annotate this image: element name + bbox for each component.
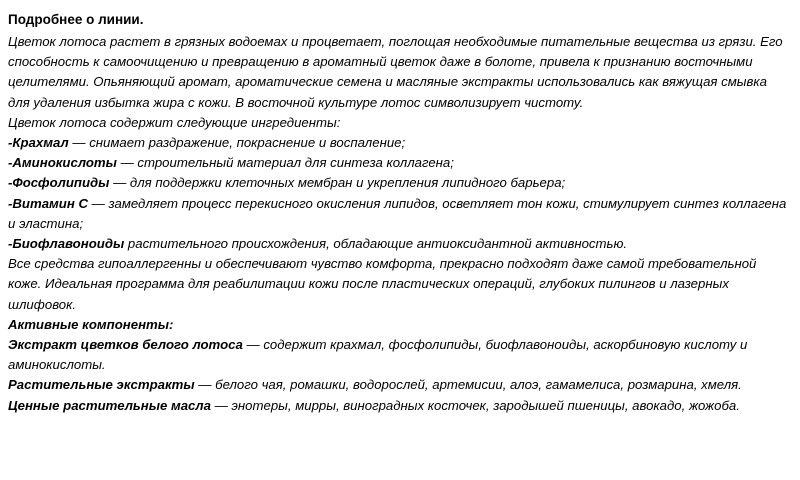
- ingredient-desc: — строительный материал для синтеза коллагена;: [116, 155, 454, 171]
- component-name: Экстракт цветков белого лотоса: [8, 337, 243, 353]
- active-components-heading: Активные компоненты:: [8, 316, 174, 332]
- component-desc: — энотеры, мирры, виноградных косточек, зародышей пшеницы, авокадо, жожоба.: [210, 397, 740, 413]
- component-desc: — белого чая, ромашки, водорослей, артемисии, алоэ, гамамелиса, розмарина, хмеля.: [194, 377, 742, 393]
- component-item: [8, 375, 792, 395]
- page-title: Подробнее о линии.: [8, 12, 144, 27]
- ingredients-intro: Цветок лотоса содержит следующие ингредиенты:: [8, 114, 341, 130]
- ingredient-item: [8, 194, 792, 234]
- ingredient-desc: — снимает раздражение, покраснение и воспаление;: [68, 135, 406, 151]
- ingredient-item: [8, 153, 792, 173]
- component-name: Растительные экстракты: [8, 377, 195, 393]
- component-item: [8, 335, 792, 375]
- ingredient-name: -Крахмал: [8, 135, 69, 151]
- ingredient-item: [8, 234, 792, 254]
- ingredient-name: -Аминокислоты: [8, 155, 117, 171]
- ingredient-item: [8, 133, 792, 153]
- ingredient-desc: — замедляет процесс перекисного окисления липидов, осветляет тон кожи, стимулирует синтез коллагена и эластина;: [8, 195, 787, 231]
- component-name: Ценные растительные масла: [8, 397, 211, 413]
- ingredient-name: -Биофлавоноиды: [8, 236, 125, 252]
- ingredient-desc: — для поддержки клеточных мембран и укрепления липидного барьера;: [109, 175, 566, 191]
- ingredient-desc: растительного происхождения, обладающие антиоксидантной активностью.: [124, 236, 628, 252]
- ingredient-name: -Фосфолипиды: [8, 175, 110, 191]
- intro-paragraph: Цветок лотоса растет в грязных водоемах и процветает, поглощая необходимые питательные вещества из грязи. Его способность к самоочищению и превращению в ароматный цветок даже в болоте, привела к признанию восточными целителями. Опьяняющий аромат, ароматические семена и масляные экстракты использовались как вяжущая смывка для удаления избытка жира с кожи. В восточной культуре лотос символизирует чистоту.: [8, 34, 783, 110]
- component-item: [8, 396, 792, 416]
- ingredient-name: -Витамин С: [8, 195, 88, 211]
- comfort-paragraph: Все средства гипоаллергенны и обеспечивают чувство комфорта, прекрасно подходят даже самой требовательной коже. Идеальная программа для реабилитации кожи после пластических операций, глубоких пилингов и лазерных шлифовок.: [8, 256, 757, 312]
- component-desc: — содержит крахмал, фосфолипиды, биофлавоноиды, аскорбиновую кислоту и аминокислоты.: [8, 337, 748, 373]
- ingredient-item: [8, 173, 792, 193]
